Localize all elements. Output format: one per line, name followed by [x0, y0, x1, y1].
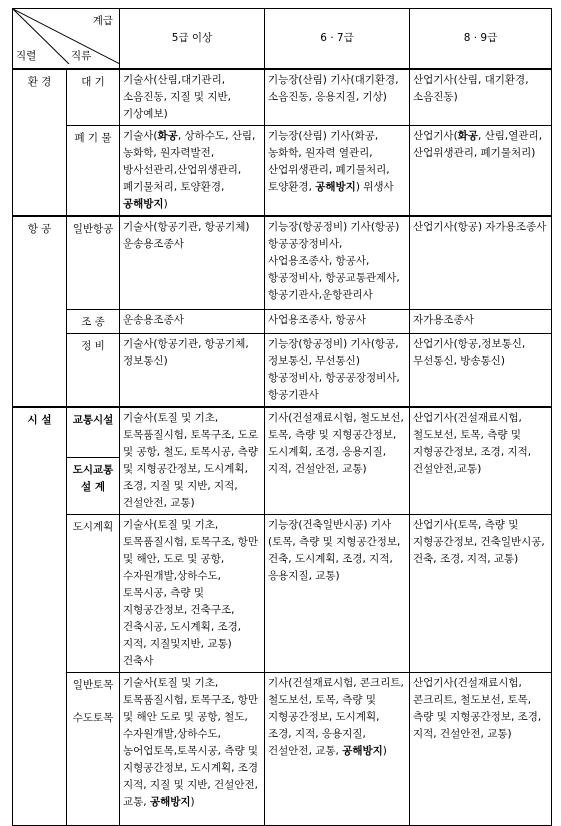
grade67-cell: 사업용조종사, 항공사: [265, 309, 410, 333]
grade5-cell: 기술사(항공기관, 항공기체) 운송용조종사: [120, 216, 265, 309]
table-row: [13, 672, 552, 706]
grade89-cell: 산업기사(토목, 측량 및 지형공간정보, 건축일반시공, 건축, 조경, 지적, 교통): [410, 514, 552, 672]
grade5-cell: 기술사(토질 및 기초, 토목품질시험, 토목구조, 항만 및 해안 도로 및 공항, 철도, 수자원개발,상하수도, 농어업토목,토목시공, 측량 및 지형공간정보, 도시계획, 조경 지적, 지질 및 지반, 건설안전, 교통, 공해방지): [120, 672, 265, 825]
category-label: 직류: [71, 50, 92, 62]
grade5-cell: 기술사(토질 및 기초, 토목품질시험, 토목구조, 항만 및 해안, 도로 및 공항, 수자원개발,상하수도, 토목시공, 측량 및 지형공간정보, 건축구조, 건축시공, 도시계획, 조경, 지적, 지질및지반, 교통) 건축사: [120, 514, 265, 672]
grade89-cell: 산업기사(건설재료시험, 철도보선, 토목, 측량 및 지형공간정보, 조경, 지적, 건설안전,교통): [410, 407, 552, 515]
category-cell: 교통시설: [67, 407, 120, 458]
table-row: [13, 126, 552, 217]
category-cell: 도시교통설 계: [67, 458, 120, 514]
qualification-table: [12, 8, 552, 826]
category-cell-empty: [67, 729, 120, 825]
category-cell: 일반항공: [67, 216, 120, 309]
grade67-cell: 기능장(항공정비) 기사(항공, 정보통신, 무선통신) 항공정비사, 항공공장정비사, 항공기관사: [265, 333, 410, 407]
series-cell-env: 환 경: [13, 69, 67, 216]
grade67-cell: 기능장(항공정비) 기사(항공) 항공공장정비사, 사업용조종사, 항공사, 항공정비사, 항공교통관제사, 항공기관사,운항관리사: [265, 216, 410, 309]
series-cell-avi: 항 공: [13, 216, 67, 407]
series-cell-fac: 시 설: [13, 407, 67, 826]
category-cell: 도시계획: [67, 514, 120, 672]
series-label: 직렬: [16, 50, 37, 62]
col-header-67: 6 · 7급: [265, 9, 410, 70]
table-row: [13, 216, 552, 309]
col-header-5: 5급 이상: [120, 9, 265, 70]
grade67-cell: 기사(건설재료시험, 콘크리트, 철도보선, 토목, 측량 및 지형공간정보, 도시계획, 조경, 지적, 응용지질, 건설안전, 교통, 공해방지): [265, 672, 410, 825]
category-cell: 정 비: [67, 333, 120, 407]
grade89-cell: 산업기사(산림, 대기환경, 소음진동): [410, 69, 552, 126]
table-row: [13, 407, 552, 458]
grade67-cell: 기능장(건축일반시공) 기사(토목, 측량 및 지형공간정보, 건축, 도시계획, 조경, 지적, 응용지질, 교통): [265, 514, 410, 672]
category-cell: 조 종: [67, 309, 120, 333]
table-row: [13, 69, 552, 126]
grade5-cell: 운송용조종사: [120, 309, 265, 333]
grade89-cell: 산업기사(건설재료시험, 콘크리트, 철도보선, 토목, 측량 및 지형공간정보, 조경, 지적, 건설안전, 교통): [410, 672, 552, 825]
grade67-cell: 기사(건설재료시험, 철도보선, 토목, 측량 및 지형공간정보, 도시계획, 조경, 응용지질, 지적, 건설안전, 교통): [265, 407, 410, 515]
table-row: [13, 514, 552, 672]
grade67-cell: 기능장(산림) 기사(화공, 농화학, 원자력 열관리, 산업위생관리, 폐기물처리, 토양환경, 공해방지) 위생사: [265, 126, 410, 217]
category-cell: 일반토목: [67, 672, 120, 706]
table-row: [13, 309, 552, 333]
grade-label: 계급: [92, 15, 113, 27]
header-corner: [13, 9, 120, 70]
grade5-cell: 기술사(화공, 상하수도, 산림, 농화학, 원자력발전, 방사선관리,산업위생관리, 폐기물처리, 토양환경, 공해방지): [120, 126, 265, 217]
category-cell: 대 기: [67, 69, 120, 126]
table-row: [13, 333, 552, 407]
grade89-cell: 산업기사(항공,정보통신, 무선통신, 방송통신): [410, 333, 552, 407]
grade5-cell: 기술사(산림,대기관리, 소음진동, 지질 및 지반, 기상예보): [120, 69, 265, 126]
col-header-89: 8 · 9급: [410, 9, 552, 70]
grade89-cell: 산업기사(항공) 자가용조종사: [410, 216, 552, 309]
grade89-cell: 산업기사(화공, 산림,열관리, 산업위생관리, 폐기물처리): [410, 126, 552, 217]
grade67-cell: 기능장(산림) 기사(대기환경, 소음진동, 응용지질, 기상): [265, 69, 410, 126]
category-cell: 폐 기 물: [67, 126, 120, 217]
grade5-cell: 기술사(토질 및 기초, 토목품질시험, 토목구조, 도로 및 공항, 철도, 토목시공, 측량 및 지형공간정보, 도시계획, 조경, 지질 및 지반, 지적, 건설안전, 교통): [120, 407, 265, 515]
header-row: [13, 9, 552, 70]
grade5-cell: 기술사(항공기관, 항공기체, 정보통신): [120, 333, 265, 407]
category-cell: 수도토목: [67, 706, 120, 729]
grade89-cell: 자가용조종사: [410, 309, 552, 333]
